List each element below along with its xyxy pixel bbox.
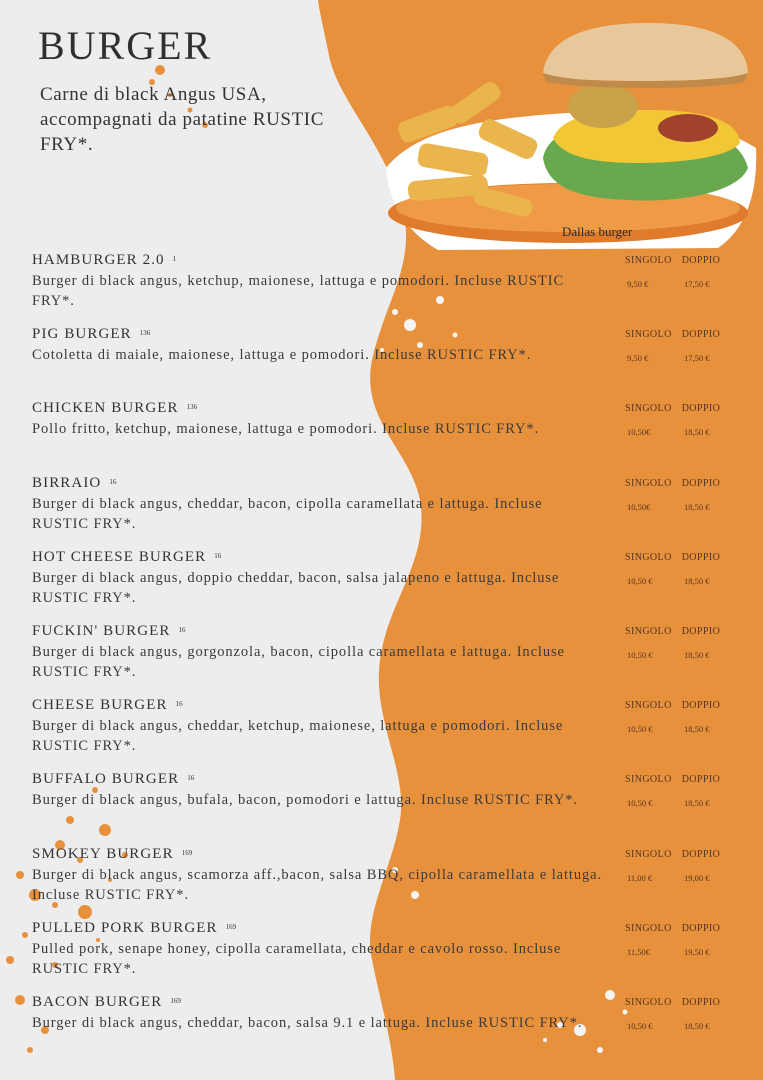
allergen-code: 136 (139, 329, 151, 337)
menu-item-description: Cotoletta di maiale, maionese, lattuga e pomodori. Incluse RUSTIC FRY*. (32, 347, 532, 363)
menu-item-name (32, 549, 221, 566)
size-single-label: SINGOLO (625, 997, 672, 1008)
price-single: 10,50 € (627, 798, 653, 808)
price-single: 9,50 € (627, 279, 649, 289)
size-double-label: DOPPIO (681, 403, 721, 414)
price-single: 10,50 € (627, 650, 653, 660)
price-row (627, 427, 710, 437)
page-subtitle: Carne di black Angus USA, accompagnati da patatine RUSTIC FRY*. (40, 84, 324, 155)
photo-caption: Dallas burger (562, 224, 633, 239)
price-single: 11,00 € (627, 873, 653, 883)
menu-item-title: SMOKEY BURGER (32, 846, 174, 862)
menu-item-description: Burger di black angus, cheddar, ketchup, maionese, lattuga e pomodori. Incluse RUSTIC FRY*. (32, 718, 564, 754)
allergen-code: 16 (214, 552, 222, 560)
menu-item-title: PIG BURGER (32, 326, 132, 342)
price-row (627, 873, 710, 883)
size-single-label: SINGOLO (625, 552, 672, 563)
menu-item (32, 846, 757, 916)
size-single-label: SINGOLO (625, 923, 672, 934)
size-single-label: SINGOLO (625, 626, 672, 637)
allergen-code: 1 (172, 255, 177, 263)
size-double-label: DOPPIO (681, 997, 721, 1008)
price-double: 18,50 € (684, 576, 710, 586)
menu-item-description: Pulled pork, senape honey, cipolla caramellata, cheddar e cavolo rosso. Incluse RUSTIC FRY*. (32, 941, 562, 977)
size-double-label: DOPPIO (681, 849, 721, 860)
price-double: 19,50 € (684, 947, 710, 957)
page-title: BURGER (38, 23, 213, 68)
size-labels (625, 700, 720, 711)
menu-item (32, 549, 757, 619)
size-single-label: SINGOLO (625, 849, 672, 860)
menu-item-description: Burger di black angus, scamorza aff.,bacon, salsa BBQ, cipolla caramellata e lattuga. Incluse RUSTIC FRY*. (32, 867, 602, 903)
menu-item (32, 252, 757, 322)
menu-item (32, 623, 757, 693)
menu-item (32, 994, 757, 1064)
menu-item-description: Burger di black angus, gorgonzola, bacon, cipolla caramellata e lattuga. Incluse RUSTIC FRY*. (32, 644, 565, 680)
size-double-label: DOPPIO (681, 478, 721, 489)
price-double: 17,50 € (684, 279, 710, 289)
price-double: 17,50 € (684, 353, 710, 363)
size-double-label: DOPPIO (681, 255, 721, 266)
menu-item-title: BACON BURGER (32, 994, 163, 1010)
menu-item-title: HOT CHEESE BURGER (32, 549, 207, 565)
price-row (627, 798, 710, 808)
size-single-label: SINGOLO (625, 478, 672, 489)
menu-item-name (32, 400, 197, 417)
menu-item (32, 326, 757, 396)
menu-item-name (32, 846, 192, 863)
price-single: 10,50 € (627, 1021, 653, 1031)
menu-item-description: Burger di black angus, cheddar, bacon, salsa 9.1 e lattuga. Incluse RUSTIC FRY*. (32, 1015, 583, 1031)
price-single: 10,50 € (627, 576, 653, 586)
price-single: 10,50€ (627, 502, 651, 512)
menu-item-title: BUFFALO BURGER (32, 771, 180, 787)
menu-item (32, 400, 757, 470)
menu-item-title: CHEESE BURGER (32, 697, 168, 713)
price-single: 9,50 € (627, 353, 649, 363)
menu-item-title: HAMBURGER 2.0 (32, 252, 165, 268)
allergen-code: 136 (186, 403, 198, 411)
price-single: 11,50€ (627, 947, 651, 957)
size-labels (625, 774, 720, 785)
price-row (627, 502, 710, 512)
size-double-label: DOPPIO (681, 626, 721, 637)
price-double: 18,50 € (684, 798, 710, 808)
menu-item (32, 920, 757, 990)
menu-item-name (32, 326, 150, 343)
price-single: 10,50 € (627, 724, 653, 734)
menu-item-name (32, 771, 194, 788)
size-single-label: SINGOLO (625, 329, 672, 340)
menu-item-name (32, 252, 176, 269)
size-double-label: DOPPIO (681, 329, 721, 340)
menu-item-title: FUCKIN' BURGER (32, 623, 171, 639)
size-labels (625, 626, 720, 637)
price-row (627, 947, 710, 957)
size-single-label: SINGOLO (625, 255, 672, 266)
price-row (627, 650, 710, 660)
allergen-code: 169 (181, 849, 193, 857)
size-single-label: SINGOLO (625, 774, 672, 785)
menu-item (32, 697, 757, 767)
price-row (627, 576, 710, 586)
allergen-code: 16 (187, 774, 195, 782)
size-labels (625, 478, 720, 489)
menu-item-description: Pollo fritto, ketchup, maionese, lattuga e pomodori. Incluse RUSTIC FRY*. (32, 421, 540, 437)
size-labels (625, 403, 720, 414)
price-double: 18,50 € (684, 1021, 710, 1031)
menu-item-name (32, 994, 181, 1011)
menu-item-name (32, 623, 186, 640)
menu-item-description: Burger di black angus, doppio cheddar, bacon, salsa jalapeno e lattuga. Incluse RUSTIC FRY*. (32, 570, 560, 606)
size-double-label: DOPPIO (681, 923, 721, 934)
menu-item-title: CHICKEN BURGER (32, 400, 179, 416)
price-double: 19,00 € (684, 873, 710, 883)
menu-item-name (32, 920, 236, 937)
size-labels (625, 552, 720, 563)
size-labels (625, 329, 720, 340)
price-row (627, 1021, 710, 1031)
size-single-label: SINGOLO (625, 700, 672, 711)
size-double-label: DOPPIO (681, 552, 721, 563)
price-double: 18,50 € (684, 724, 710, 734)
size-double-label: DOPPIO (681, 774, 721, 785)
menu-item (32, 771, 757, 841)
menu-item-description: Burger di black angus, bufala, bacon, pomodori e lattuga. Incluse RUSTIC FRY*. (32, 792, 578, 808)
price-row (627, 724, 710, 734)
size-labels (625, 849, 720, 860)
price-row (627, 279, 710, 289)
allergen-code: 169 (225, 923, 237, 931)
allergen-code: 169 (170, 997, 181, 1005)
size-labels (625, 255, 720, 266)
menu-item-name (32, 697, 183, 714)
size-labels (625, 997, 720, 1008)
allergen-code: 16 (175, 700, 183, 708)
price-single: 10,50€ (627, 427, 651, 437)
menu-item-title: BIRRAIO (32, 475, 102, 491)
price-row (627, 353, 710, 363)
size-double-label: DOPPIO (681, 700, 721, 711)
allergen-code: 16 (178, 626, 186, 634)
menu-item-description: Burger di black angus, cheddar, bacon, cipolla caramellata e lattuga. Incluse RUSTIC FRY*. (32, 496, 543, 532)
menu-item (32, 475, 757, 545)
price-double: 18,50 € (684, 427, 710, 437)
size-single-label: SINGOLO (625, 403, 672, 414)
price-double: 18,50 € (684, 650, 710, 660)
size-labels (625, 923, 720, 934)
burger-photo (378, 18, 763, 250)
menu-item-description: Burger di black angus, ketchup, maionese, lattuga e pomodori. Incluse RUSTIC FRY*. (32, 273, 565, 309)
menu-item-title: PULLED PORK BURGER (32, 920, 218, 936)
allergen-code: 16 (109, 478, 117, 486)
menu-item-name (32, 475, 116, 492)
price-double: 18,50 € (684, 502, 710, 512)
